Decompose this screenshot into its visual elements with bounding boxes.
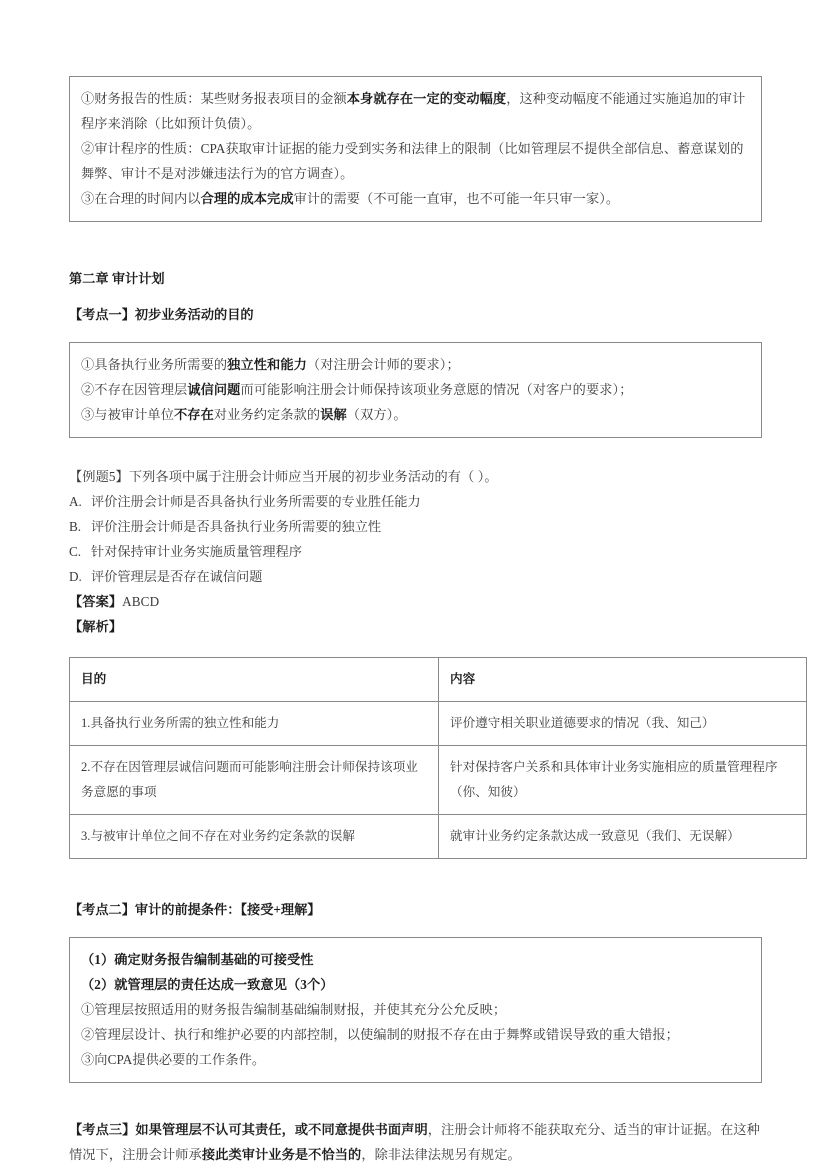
kd1-2-pre: ②不存在因管理层 [81, 382, 188, 397]
kd1-3-pre: ③与被审计单位 [81, 407, 175, 422]
spacer-before-kd3 [69, 1083, 762, 1117]
table-row [70, 746, 807, 815]
analysis-label: 【解析】 [69, 619, 123, 634]
option-b-label: B. [69, 519, 82, 534]
limitation-3-bold: 合理的成本完成 [200, 191, 294, 206]
spacer-before-kd1-box [69, 326, 762, 342]
option-c-label: C. [69, 544, 82, 559]
kaodian-one-box [69, 342, 762, 438]
table-cell-purpose-3: 3.与被审计单位之间不存在对业务约定条款的误解 [70, 815, 439, 859]
limitation-1-pre: ①财务报告的性质：某些财务报表项目的金额 [81, 91, 347, 106]
spacer-after-chapter [69, 290, 762, 304]
kd1-item-1 [81, 352, 750, 377]
limitation-3-post: 审计的需要（不可能一直审，也不可能一年只审一家）。 [293, 191, 620, 206]
kd1-item-2 [81, 377, 750, 402]
example-option-b [69, 514, 762, 539]
option-b-text: 评价注册会计师是否具备执行业务所需要的独立性 [91, 519, 382, 534]
example-option-c [69, 539, 762, 564]
limitation-1-post: ，这种变动幅度不能通过实施追加的审计程序来消除（比如预计负债）。 [81, 91, 746, 131]
spacer-before-kd2 [69, 859, 762, 899]
limitation-1-bold: 本身就存在一定的变动幅度 [346, 91, 507, 106]
page-content [69, 0, 778, 1167]
limitation-item-1 [81, 86, 750, 136]
example-stem: 【例题5】下列各项中属于注册会计师应当开展的初步业务活动的有（ ）。 [69, 469, 498, 484]
spacer-after-limitations [69, 222, 762, 268]
table-row [70, 815, 807, 859]
limitation-item-2 [81, 136, 750, 186]
kd3-bold-1: 【考点三】如果管理层不认可其责任，或不同意提供书面声明 [69, 1122, 428, 1137]
answer-value: ABCD [122, 594, 160, 609]
limitation-item-3 [81, 186, 750, 211]
kd1-3-bold2: 误解 [320, 407, 347, 422]
kd1-3-mid: 对业务约定条款的 [213, 407, 321, 422]
kd1-3-post: （双方）。 [346, 407, 407, 422]
table-cell-purpose-2: 2.不存在因管理层诚信问题而可能影响注册会计师保持该项业务意愿的事项 [70, 746, 439, 815]
kd1-item-3 [81, 402, 750, 427]
kd2-item-1: （1）确定财务报告编制基础的可接受性 [81, 952, 314, 967]
kd1-2-bold: 诚信问题 [187, 382, 241, 397]
analysis-table [69, 657, 807, 859]
example-analysis-line [69, 614, 762, 639]
kd3-bold-2: 接此类审计业务是不恰当的 [201, 1147, 362, 1162]
table-cell-content-3: 就审计业务约定条款达成一致意见（我们、无误解） [439, 815, 807, 859]
kd3-normal-1: ，注册会计师将不能获取充分、适当的审计证据。在这种情况下，注册会计师承 [69, 1122, 760, 1162]
option-a-text: 评价注册会计师是否具备执行业务所需要的专业胜任能力 [91, 494, 421, 509]
option-d-label: D. [69, 569, 82, 584]
example-option-a [69, 489, 762, 514]
chapter-title: 第二章 审计计划 [69, 271, 165, 286]
kd1-2-post: 而可能影响注册会计师保持该项业务意愿的情况（对客户的要求）； [240, 382, 633, 397]
example-option-d [69, 564, 762, 589]
kaodian-three-paragraph [69, 1117, 762, 1167]
table-cell-content-2: 针对保持客户关系和具体审计业务实施相应的质量管理程序（你、知彼） [439, 746, 807, 815]
option-a-label: A. [69, 494, 82, 509]
answer-label: 【答案】 [69, 594, 123, 609]
limitation-3-pre: ③在合理的时间内以 [81, 191, 201, 206]
table-header-content: 内容 [439, 658, 807, 702]
table-header-row [70, 658, 807, 702]
option-c-text: 针对保持审计业务实施质量管理程序 [91, 544, 302, 559]
kaodian-one-heading: 【考点一】初步业务活动的目的 [69, 307, 254, 322]
table-cell-content-1: 评价遵守相关职业道德要求的情况（我、知己） [439, 702, 807, 746]
top-spacer [69, 0, 762, 76]
kd1-1-post: （对注册会计师的要求）； [306, 357, 460, 372]
limitations-box [69, 76, 762, 222]
kaodian-two-box [69, 937, 762, 1083]
kd3-normal-2: ，除非法律法规另有规定。 [361, 1147, 521, 1162]
example-answer-line [69, 589, 762, 614]
spacer-before-table [69, 639, 762, 657]
kd2-item-5: ③向CPA提供必要的工作条件。 [81, 1052, 266, 1067]
kd1-1-bold: 独立性和能力 [227, 357, 307, 372]
kd2-item-4: ②管理层设计、执行和维护必要的内部控制，以使编制的财报不存在由于舞弊或错误导致的重大错报； [81, 1027, 679, 1042]
spacer-before-kd2-box [69, 921, 762, 937]
kd1-1-pre: ①具备执行业务所需要的 [81, 357, 228, 372]
limitation-2-text: ②审计程序的性质：CPA获取审计证据的能力受到实务和法律上的限制（比如管理层不提供全部信息、蓄意谋划的舞弊、审计不是对涉嫌违法行为的官方调查）。 [81, 141, 744, 181]
table-cell-purpose-1: 1.具备执行业务所需的独立性和能力 [70, 702, 439, 746]
spacer-before-example [69, 438, 762, 464]
option-d-text: 评价管理层是否存在诚信问题 [91, 569, 263, 584]
kd2-item-2: （2）就管理层的责任达成一致意见（3个） [81, 977, 334, 992]
kd1-3-bold: 不存在 [174, 407, 214, 422]
table-header-purpose: 目的 [70, 658, 439, 702]
kaodian-two-heading: 【考点二】审计的前提条件：【接受+理解】 [69, 902, 321, 917]
table-row [70, 702, 807, 746]
kd2-item-3: ①管理层按照适用的财务报告编制基础编制财报，并使其充分公允反映； [81, 1002, 507, 1017]
